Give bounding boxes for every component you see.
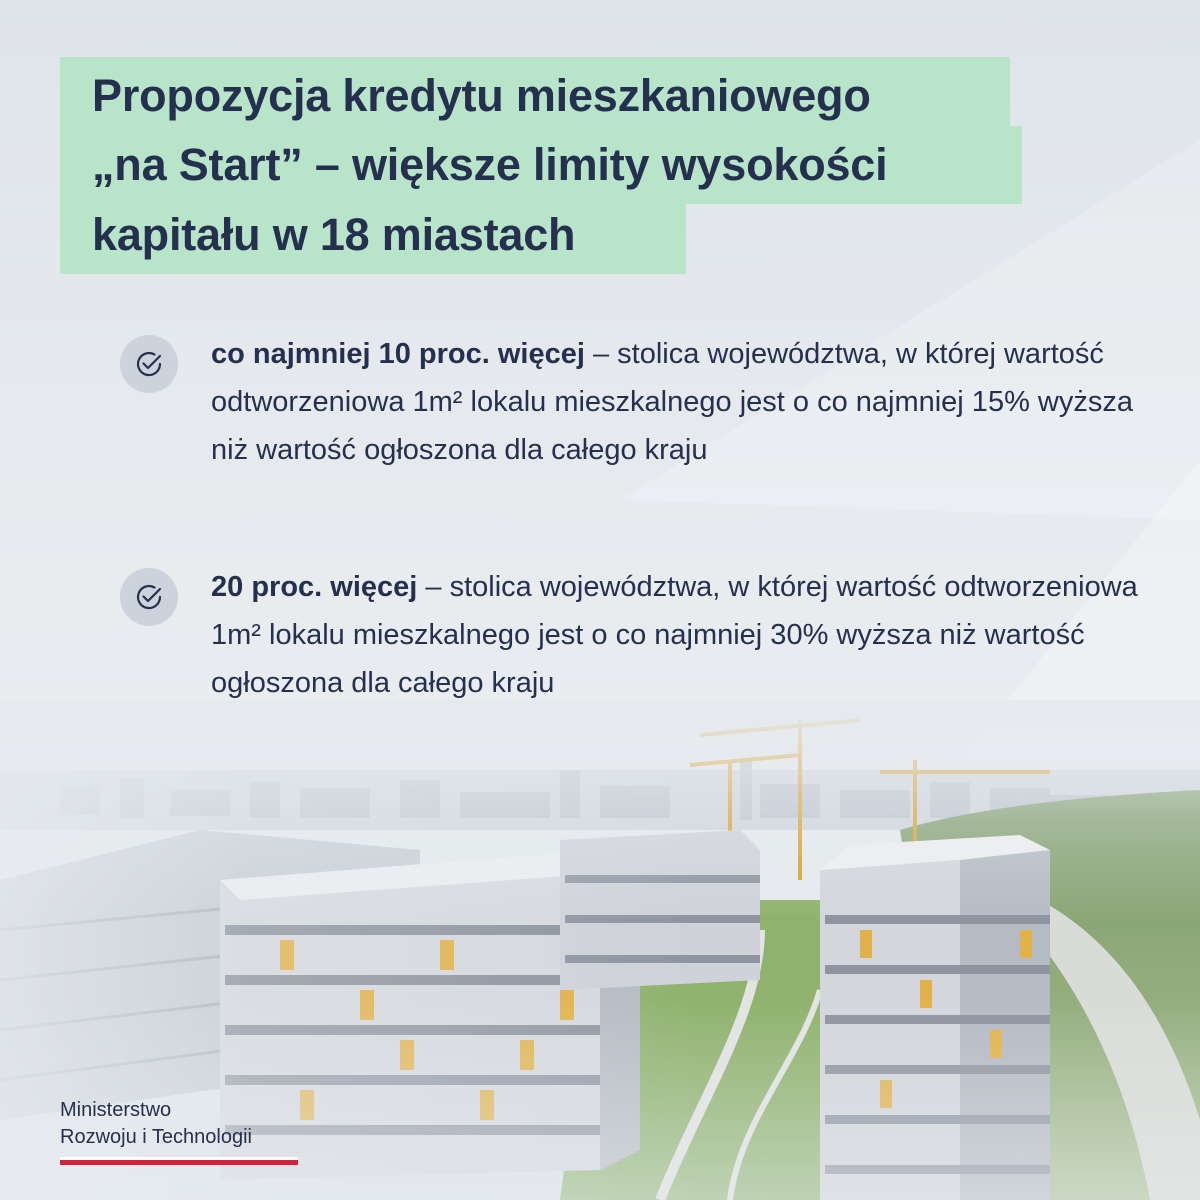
headline-line-1: Propozycja kredytu mieszkaniowego [60,57,1010,135]
check-circle-icon [120,335,178,393]
bullet-highlight: co najmniej 10 proc. więcej [211,338,585,370]
logo-line-1: Ministerstwo [60,1099,172,1121]
ministry-logo [60,1097,320,1151]
bullet-highlight: 20 proc. więcej [211,571,418,603]
polish-flag-bar [60,1157,298,1165]
bullet-description: – stolica województwa, w której wartość odtworzeniowa 1m² lokalu mieszkalnego jest o co najmniej 30% wyższa niż wartość ogłoszona dla całego kraju [211,571,1138,699]
bullet-text [211,330,1171,474]
logo-line-2: Rozwoju i Technologii [60,1126,252,1148]
bullet-text [211,563,1171,707]
check-circle-icon [120,568,178,626]
headline-line-2: „na Start” – większe limity wysokości [60,126,1022,204]
headline-line-3: kapitału w 18 miastach [60,196,686,274]
bullet-description: – stolica województwa, w której wartość odtworzeniowa 1m² lokalu mieszkalnego jest o co najmniej 15% wyższa niż wartość ogłoszona dla całego kraju [211,338,1133,466]
